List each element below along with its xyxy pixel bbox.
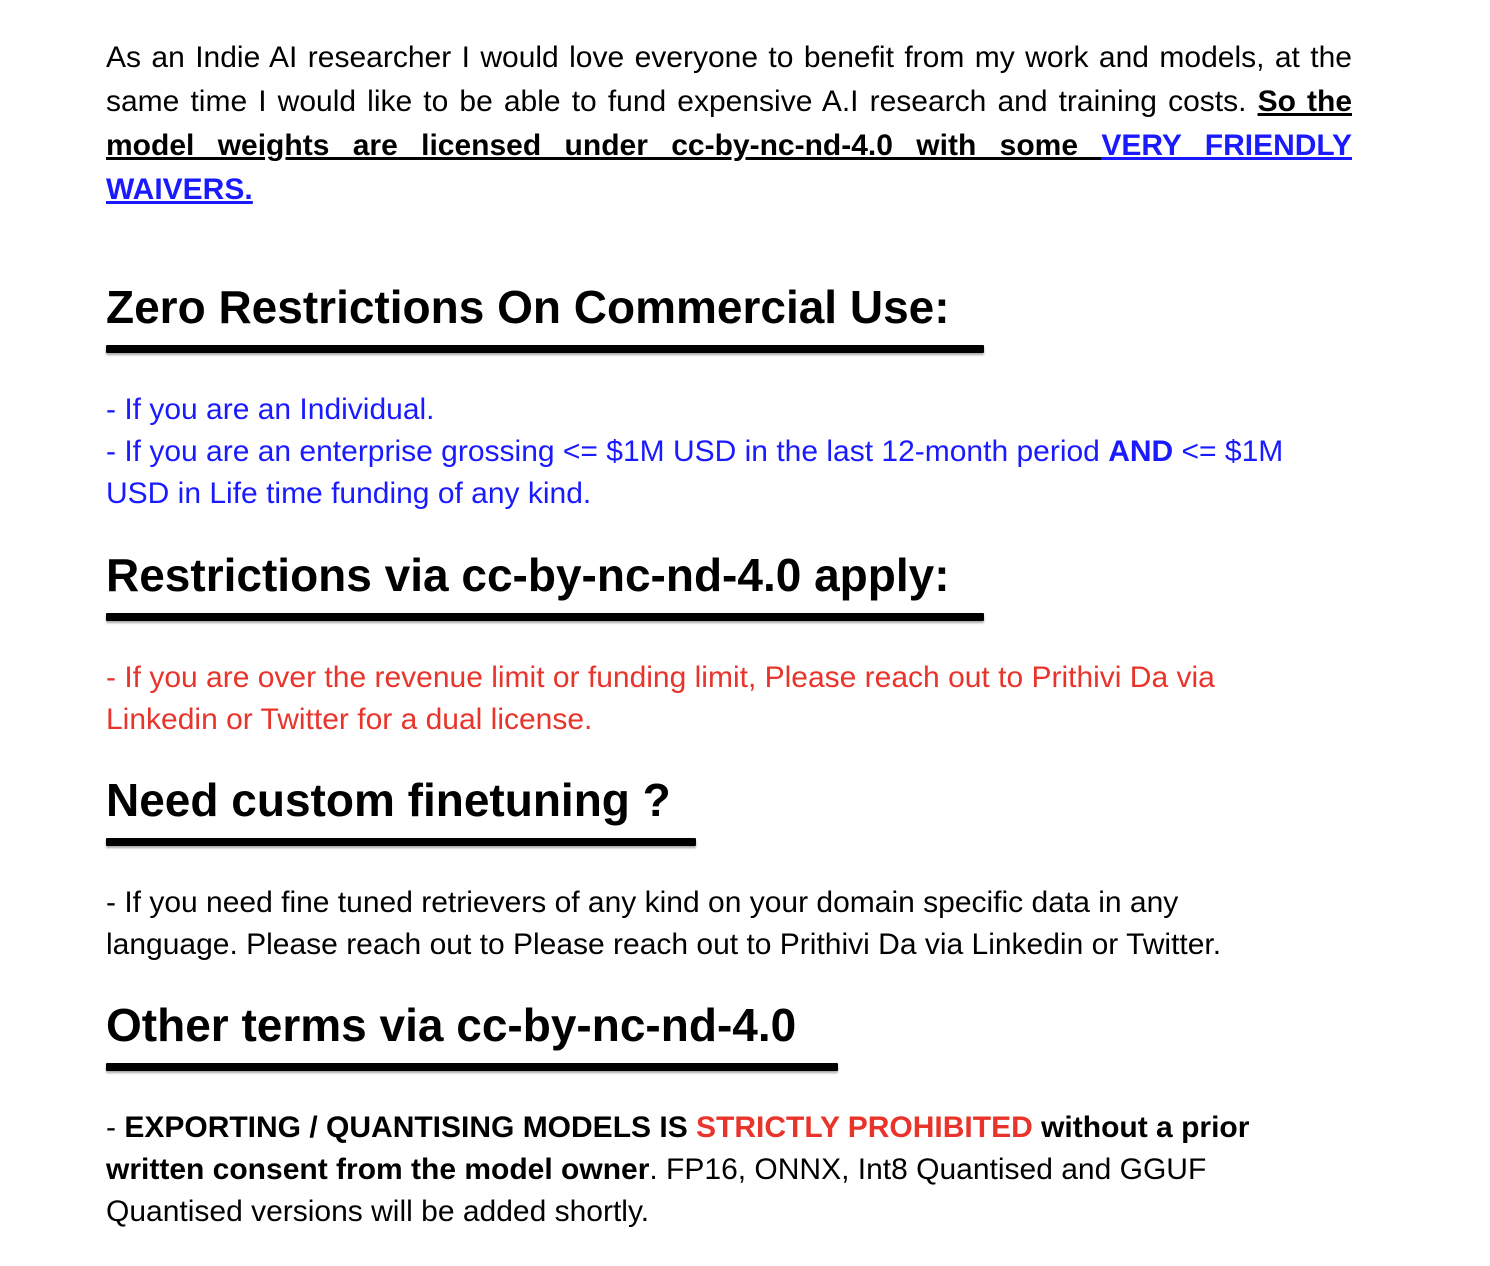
and-emphasis: AND xyxy=(1108,435,1174,468)
line-finetuning: - If you need fine tuned retrievers of any kind on your domain specific data in any language. Please reach out to Please reach out to Prithivi Da via Linkedin or Twitter. xyxy=(106,886,1222,961)
heading-wrap xyxy=(106,772,696,846)
heading-underline xyxy=(106,345,984,353)
section-heading: Zero Restrictions On Commercial Use: xyxy=(106,281,950,333)
heading-wrap xyxy=(106,997,838,1071)
line-exporting: - EXPORTING / QUANTISING MODELS IS STRICTLY PROHIBITED without a prior written consent from the model owner. FP16, ONNX, Int8 Quantised and GGUF Quantised versions will be added shortly. xyxy=(106,1111,1250,1228)
section-custom-finetuning xyxy=(106,772,1306,966)
intro-paragraph xyxy=(106,36,1352,212)
heading-underline xyxy=(106,613,984,621)
heading-underline xyxy=(106,1063,838,1071)
line-enterprise: - If you are an enterprise grossing <= $1M USD in the last 12-month period AND <= $1M USD in Life time funding of any kind. xyxy=(106,435,1284,510)
section-heading: Need custom finetuning ? xyxy=(106,774,671,826)
section-heading: Other terms via cc-by-nc-nd-4.0 xyxy=(106,999,797,1051)
section-other-terms xyxy=(106,997,1336,1233)
heading-underline xyxy=(106,838,696,846)
strictly-prohibited: STRICTLY PROHIBITED xyxy=(696,1111,1033,1144)
section-body xyxy=(106,882,1306,966)
section-body xyxy=(106,1107,1336,1233)
section-restrictions xyxy=(106,547,1306,741)
section-zero-restrictions xyxy=(106,279,1306,515)
section-body xyxy=(106,657,1306,741)
line-over-limit: - If you are over the revenue limit or funding limit, Please reach out to Prithivi Da via Linkedin or Twitter for a dual license. xyxy=(106,661,1215,736)
intro-text: As an Indie AI researcher I would love everyone to benefit from my work and models, at the same time I would like to be able to fund expensive A.I research and training costs. xyxy=(106,41,1352,118)
heading-wrap xyxy=(106,547,984,621)
heading-wrap xyxy=(106,279,984,353)
section-body xyxy=(106,389,1306,515)
document-body xyxy=(106,36,1352,1228)
friendly-waivers-link[interactable]: VERY FRIENDLY WAIVERS. xyxy=(106,129,1352,206)
line-individual: - If you are an Individual. xyxy=(106,393,435,426)
intro-license-statement: So the model weights are licensed under cc-by-nc-nd-4.0 with some VERY FRIENDLY WAIVERS. xyxy=(106,85,1352,206)
section-heading: Restrictions via cc-by-nc-nd-4.0 apply: xyxy=(106,549,950,601)
